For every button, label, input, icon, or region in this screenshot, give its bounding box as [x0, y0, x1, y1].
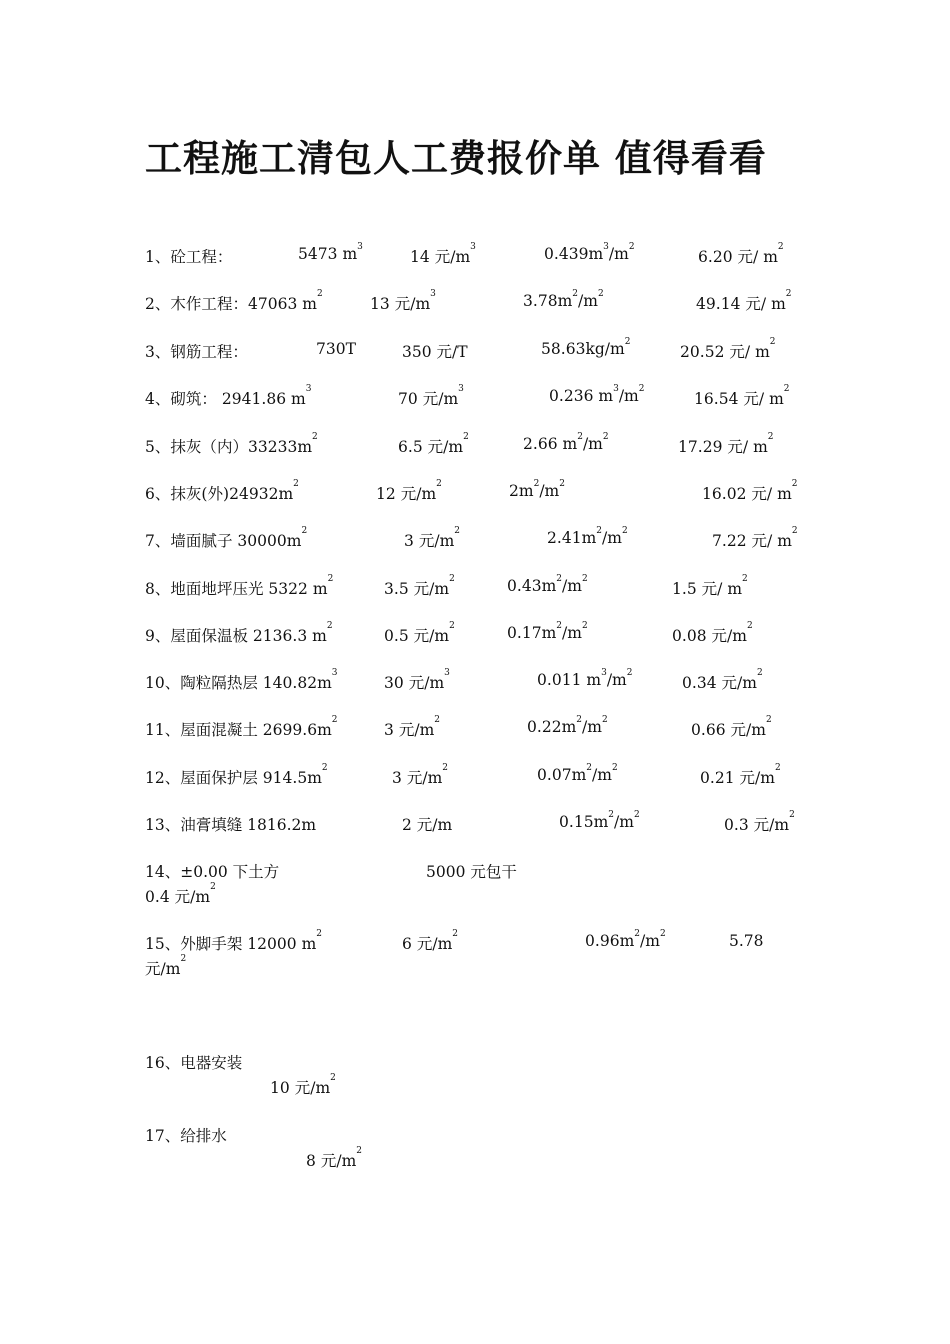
- item-unit-cost: 17.29 元/ $m^2$: [678, 432, 774, 456]
- item-label: 15、外脚手架 12000 $m^2$: [145, 929, 323, 953]
- item-label: 16、电器安装: [145, 1054, 243, 1072]
- item-price: 12 元$/m^2$: [376, 479, 442, 503]
- item-ratio: $0.43m^2/m^2$: [507, 574, 588, 595]
- item-ratio: $0.22m^2/m^2$: [527, 715, 608, 736]
- list-item: [0, 337, 950, 364]
- item-price: 2 元/m: [402, 816, 453, 834]
- item-ratio: $0.96m^2/m^2$: [585, 929, 666, 950]
- list-item: [0, 242, 950, 269]
- list-item: [0, 715, 950, 742]
- list-item: [0, 1051, 950, 1075]
- item-unit-cost: 0.34 元$/m^2$: [682, 668, 763, 692]
- item-unit-cost: 16.54 元/ $m^2$: [694, 384, 790, 408]
- item-ratio: $0.17m^2/m^2$: [507, 621, 588, 642]
- item-ratio: 0.011 $m^3/m^2$: [537, 668, 633, 689]
- list-item-continuation: [0, 954, 950, 981]
- list-item: [0, 929, 950, 956]
- item-ratio: $0.439m^3/m^2$: [544, 242, 635, 263]
- item-price: 6 元$/m^2$: [402, 929, 458, 953]
- list-item: [0, 432, 950, 459]
- item-unit-cost: 0.66 元$/m^2$: [691, 715, 772, 739]
- item-label: 12、屋面保护层 $914.5m^2$: [145, 763, 328, 787]
- list-item: [0, 1124, 950, 1148]
- item-unit-cost: 0.3 元$/m^2$: [724, 810, 795, 834]
- item-ratio: $0.15m^2/m^2$: [559, 810, 640, 831]
- item-label: 8、地面地坪压光 5322 $m^2$: [145, 574, 334, 598]
- item-unit-cost: 5.78: [729, 932, 764, 950]
- item-price: 30 元$/m^3$: [384, 668, 450, 692]
- item-quantity: 5473 $m^3$: [298, 242, 363, 263]
- item-label: 11、屋面混凝土 $2699.6m^2$: [145, 715, 338, 739]
- item-label: 1、砼工程：: [145, 248, 233, 266]
- item-label: 4、砌筑： 2941.86 $m^3$: [145, 384, 312, 408]
- item-label: 9、屋面保温板 2136.3 $m^2$: [145, 621, 333, 645]
- page-title: 工程施工清包人工费报价单 值得看看: [145, 136, 767, 180]
- item-unit-cost: 7.22 元/ $m^2$: [712, 526, 798, 550]
- item-label: 6、抹灰(外)$24932m^2$: [145, 479, 299, 503]
- item-ratio: $2.41m^2/m^2$: [547, 526, 628, 547]
- list-item: [0, 621, 950, 648]
- item-label: 2、木作工程：47063 $m^2$: [145, 289, 323, 313]
- item-unit-cost: 16.02 元/ $m^2$: [702, 479, 798, 503]
- item-label: 7、墙面腻子 $30000m^2$: [145, 526, 308, 550]
- list-item: [0, 763, 950, 790]
- item-price: 0.5 元$/m^2$: [384, 621, 455, 645]
- item-unit-cost: 10 元$/m^2$: [270, 1073, 336, 1097]
- item-unit-cost: 49.14 元/ $m^2$: [696, 289, 792, 313]
- item-price: 14 元$/m^3$: [410, 242, 476, 266]
- item-unit-cost: 20.52 元/ $m^2$: [680, 337, 776, 361]
- item-label: 13、油膏填缝 1816.2m: [145, 816, 317, 834]
- item-ratio: $0.07m^2/m^2$: [537, 763, 618, 784]
- list-item-continuation: [0, 1146, 950, 1173]
- list-item: [0, 479, 950, 506]
- item-price: 3 元$/m^2$: [392, 763, 448, 787]
- item-unit-cost-unit: 元$/m^2$: [145, 954, 187, 978]
- item-ratio: 2.66 $m^2/m^2$: [523, 432, 609, 453]
- item-unit-cost: 0.08 元$/m^2$: [672, 621, 753, 645]
- item-price: 5000 元包干: [426, 863, 517, 881]
- list-item: [0, 574, 950, 601]
- list-item-continuation: [0, 882, 950, 909]
- list-item: [0, 526, 950, 553]
- item-price: 70 元$/m^3$: [398, 384, 464, 408]
- item-price: 3 元$/m^2$: [404, 526, 460, 550]
- item-label: 3、钢筋工程：: [145, 343, 248, 361]
- list-item-continuation: [0, 1073, 950, 1100]
- item-label: 5、抹灰（内）$33233m^2$: [145, 432, 318, 456]
- item-ratio: $58.63kg/m^2$: [541, 337, 631, 358]
- item-ratio: $3.78m^2/m^2$: [523, 289, 604, 310]
- item-unit-cost: 0.4 元$/m^2$: [145, 882, 216, 906]
- list-item: [0, 289, 950, 316]
- list-item: [0, 860, 950, 884]
- item-price: 3.5 元$/m^2$: [384, 574, 455, 598]
- item-ratio: 0.236 $m^3/m^2$: [549, 384, 645, 405]
- list-item: [0, 668, 950, 695]
- item-unit-cost: 8 元$/m^2$: [306, 1146, 362, 1170]
- list-item: [0, 810, 950, 837]
- item-price: 13 元$/m^3$: [370, 289, 436, 313]
- item-ratio: $2m^2/m^2$: [509, 479, 565, 500]
- item-unit-cost: 1.5 元/ $m^2$: [672, 574, 748, 598]
- item-unit-cost: 0.21 元$/m^2$: [700, 763, 781, 787]
- list-item: [0, 384, 950, 411]
- item-label: 10、陶粒隔热层 $140.82m^3$: [145, 668, 338, 692]
- item-price: 6.5 元$/m^2$: [398, 432, 469, 456]
- item-unit-cost: 6.20 元/ $m^2$: [698, 242, 784, 266]
- item-quantity: 730T: [316, 340, 356, 358]
- item-price: 3 元$/m^2$: [384, 715, 440, 739]
- item-label: 17、给排水: [145, 1127, 227, 1145]
- item-price: 350 元/T: [402, 343, 468, 361]
- item-label: 14、±0.00 下土方: [145, 863, 280, 881]
